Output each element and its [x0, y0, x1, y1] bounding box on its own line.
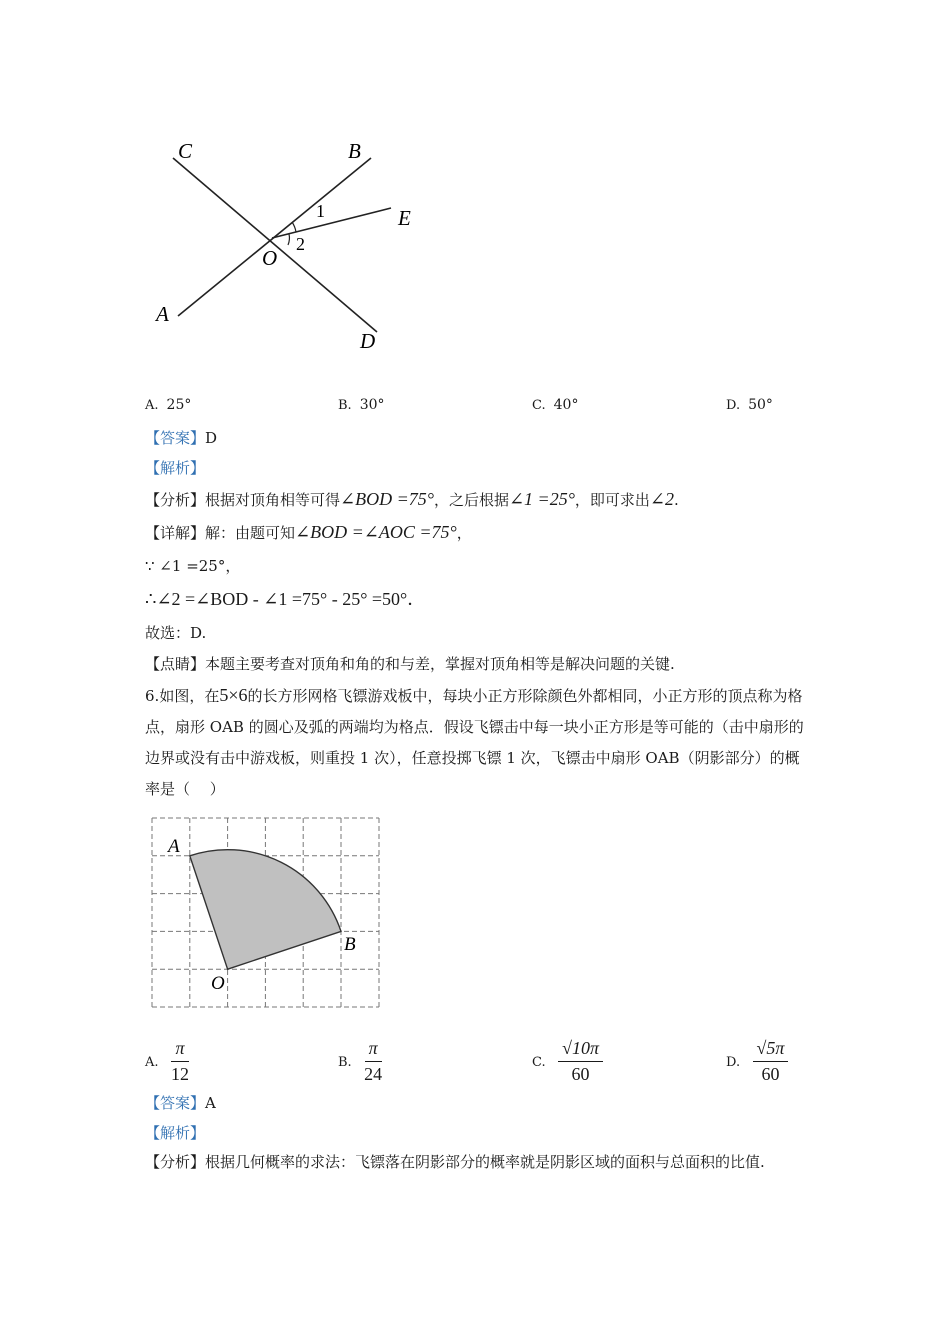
q6-option-c: C. $\frac{√10\pi}{60}$: [532, 1038, 603, 1085]
q5-xiangjie: 【详解】解：由题可知∠BOD =∠AOC =75°，: [145, 522, 472, 542]
q5-therefore: ∴∠2 =∠BOD - ∠1 =75° - 25° =50°．: [145, 589, 426, 609]
q5-fenxi: 【分析】根据对顶角相等可得∠BOD =75°，之后根据∠1 =25°，即可求出∠2.: [145, 489, 679, 509]
label-a: A: [168, 836, 180, 857]
label-d: D: [360, 329, 376, 353]
q6-fenxi: 【分析】根据几何概率的求法：飞镖落在阴影部分的概率就是阴影区域的面积与总面积的比值.: [145, 1153, 765, 1171]
q5-analysis-heading: 【解析】: [145, 459, 206, 477]
q6-option-b: B. $\frac{\pi}{24}$: [338, 1038, 383, 1084]
q6-question: 6.如图，在5×6的长方形网格飞镖游戏板中，每块小正方形除颜色外都相同，小正方形的顶点称为格点，扇形 OAB 的圆心及弧的两端均为格点．假设飞镖击中每一块小正方形是等可能的（击中扇形的边界或没有击中游戏板，则重投 1 次），任意投掷飞镖 1 次，飞镖击中扇形 OAB（阴影部分）的概率是（ ）: [145, 685, 804, 798]
label-a: A: [156, 302, 169, 326]
sector-oab: [190, 850, 341, 970]
q5-choose: 故选：D.: [145, 624, 207, 642]
q6-option-d: D. $\frac{√5\pi}{60}$: [726, 1038, 788, 1085]
q5-option-a: A. 25°: [145, 397, 192, 413]
label-e: E: [398, 206, 411, 230]
angle-figure: [140, 130, 440, 360]
label-angle-1: 1: [316, 201, 325, 221]
line-cd: [173, 158, 377, 332]
q5-option-c: C. 40°: [532, 397, 579, 413]
angle-2-arc: [288, 234, 289, 245]
angle-1-arc: [292, 222, 296, 232]
label-c: C: [178, 139, 193, 163]
label-b: B: [348, 139, 361, 163]
label-angle-2: 2: [296, 234, 305, 254]
label-o: O: [211, 973, 225, 994]
sector-grid-figure: [140, 808, 400, 1018]
q5-option-d: D. 50°: [726, 397, 773, 413]
q6-option-a: A. $\frac{\pi}{12}$: [145, 1038, 189, 1084]
label-b: B: [344, 934, 356, 955]
q6-answer: 【答案】A: [145, 1094, 216, 1112]
q5-answer: 【答案】D: [145, 429, 218, 447]
q5-dianjing: 【点睛】本题主要考查对顶角和角的和与差，掌握对顶角相等是解决问题的关键.: [145, 655, 675, 673]
q5-option-b: B. 30°: [338, 397, 385, 413]
label-o: O: [262, 246, 278, 270]
ray-oe: [272, 208, 391, 238]
q6-analysis-heading: 【解析】: [145, 1124, 206, 1142]
q5-because: ∵ ∠1 =25°，: [145, 557, 241, 575]
